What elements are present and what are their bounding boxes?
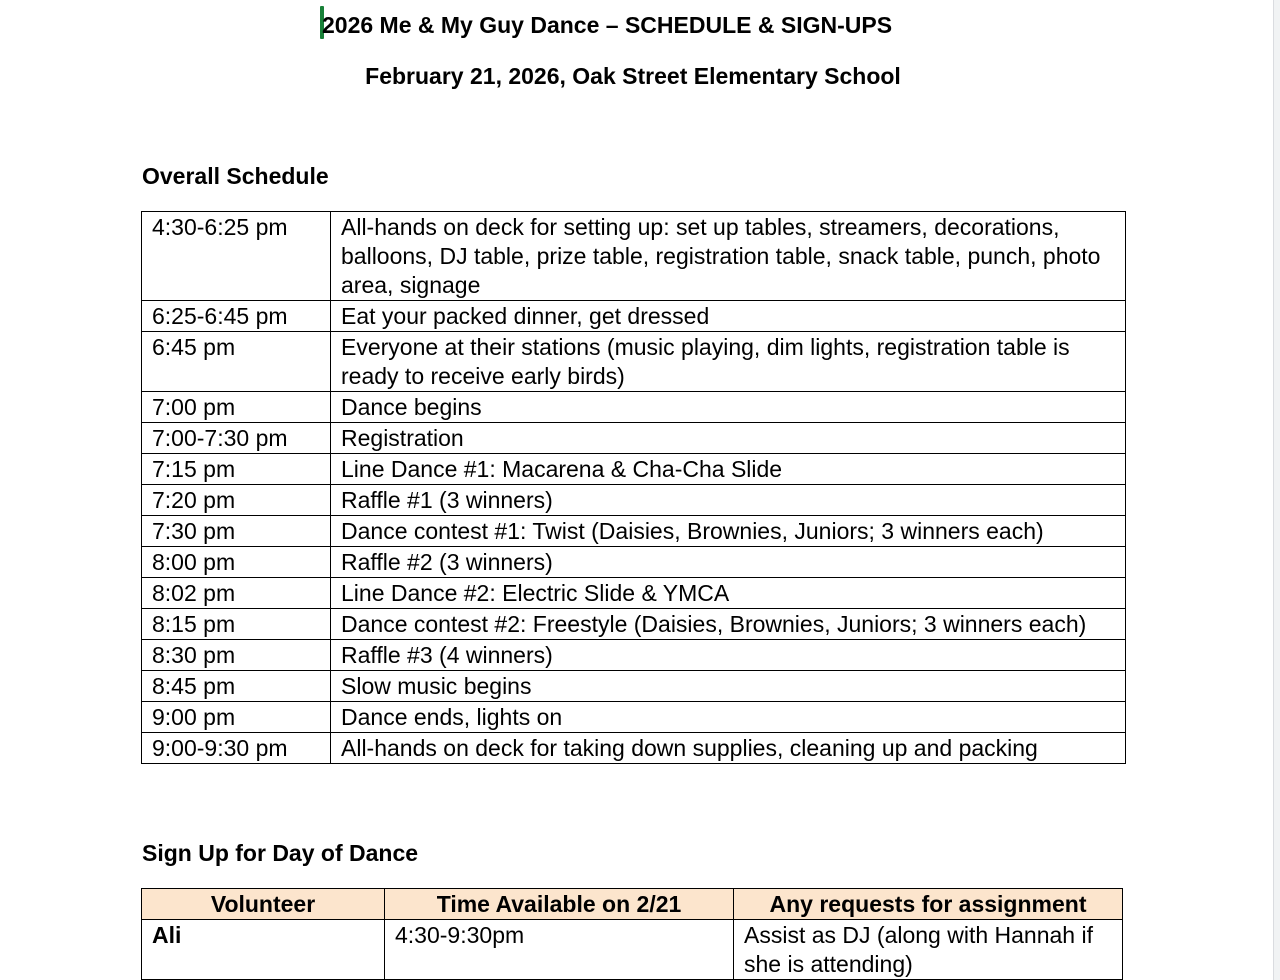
table-row [142, 702, 1126, 733]
time-cell[interactable]: 6:25-6:45 pm [142, 301, 331, 332]
table-row [142, 212, 1126, 301]
time-cell[interactable]: 9:00 pm [142, 702, 331, 733]
time-cell[interactable]: 4:30-6:25 pm [142, 212, 331, 301]
column-header-requests[interactable]: Any requests for assignment [734, 889, 1123, 920]
activity-cell[interactable]: Raffle #3 (4 winners) [331, 640, 1126, 671]
activity-cell[interactable]: Raffle #1 (3 winners) [331, 485, 1126, 516]
table-header-row [142, 889, 1123, 920]
schedule-table [141, 211, 1126, 764]
time-cell[interactable]: 7:15 pm [142, 454, 331, 485]
time-cell[interactable]: 7:20 pm [142, 485, 331, 516]
table-row [142, 640, 1126, 671]
activity-cell[interactable]: Line Dance #1: Macarena & Cha-Cha Slide [331, 454, 1126, 485]
column-header-volunteer[interactable]: Volunteer [142, 889, 385, 920]
table-row [142, 392, 1126, 423]
column-header-time-available[interactable]: Time Available on 2/21 [385, 889, 734, 920]
table-row [142, 733, 1126, 764]
table-row [142, 301, 1126, 332]
document-title[interactable] [320, 10, 960, 40]
table-row [142, 578, 1126, 609]
table-row [142, 454, 1126, 485]
activity-cell[interactable]: Everyone at their stations (music playing, dim lights, registration table is ready to receive early birds) [331, 332, 1126, 392]
table-row [142, 609, 1126, 640]
table-row [142, 516, 1126, 547]
time-cell[interactable]: 9:00-9:30 pm [142, 733, 331, 764]
time-cell[interactable]: 8:15 pm [142, 609, 331, 640]
time-cell[interactable]: 7:00-7:30 pm [142, 423, 331, 454]
table-row [142, 547, 1126, 578]
scrollbar-track[interactable] [1273, 0, 1280, 980]
schedule-heading[interactable]: Overall Schedule [142, 163, 329, 189]
activity-cell[interactable]: Dance contest #2: Freestyle (Daisies, Brownies, Juniors; 3 winners each) [331, 609, 1126, 640]
activity-cell[interactable]: Raffle #2 (3 winners) [331, 547, 1126, 578]
table-row [142, 332, 1126, 392]
time-cell[interactable]: 7:00 pm [142, 392, 331, 423]
table-row [142, 920, 1123, 980]
time-cell[interactable]: 8:02 pm [142, 578, 331, 609]
time-cell[interactable]: 6:45 pm [142, 332, 331, 392]
time-cell[interactable]: 7:30 pm [142, 516, 331, 547]
signup-heading[interactable]: Sign Up for Day of Dance [142, 840, 419, 866]
table-row [142, 671, 1126, 702]
table-row [142, 423, 1126, 454]
time-cell[interactable]: 8:30 pm [142, 640, 331, 671]
time-available-cell[interactable]: 4:30-9:30pm [385, 920, 734, 980]
activity-cell[interactable]: All-hands on deck for taking down supplies, cleaning up and packing [331, 733, 1126, 764]
activity-cell[interactable]: Dance contest #1: Twist (Daisies, Brownies, Juniors; 3 winners each) [331, 516, 1126, 547]
table-row [142, 485, 1126, 516]
volunteer-cell[interactable]: Ali [142, 920, 385, 980]
signup-table [141, 888, 1123, 980]
activity-cell[interactable]: Eat your packed dinner, get dressed [331, 301, 1126, 332]
activity-cell[interactable]: Slow music begins [331, 671, 1126, 702]
document-title-text: 2026 Me & My Guy Dance – SCHEDULE & SIGN-UPS [322, 12, 893, 38]
request-cell[interactable]: Assist as DJ (along with Hannah if she is attending) [734, 920, 1123, 980]
activity-cell[interactable]: Dance ends, lights on [331, 702, 1126, 733]
activity-cell[interactable]: Line Dance #2: Electric Slide & YMCA [331, 578, 1126, 609]
document-subtitle[interactable]: February 21, 2026, Oak Street Elementary School [365, 63, 901, 89]
time-cell[interactable]: 8:00 pm [142, 547, 331, 578]
activity-cell[interactable]: Registration [331, 423, 1126, 454]
activity-cell[interactable]: Dance begins [331, 392, 1126, 423]
time-cell[interactable]: 8:45 pm [142, 671, 331, 702]
activity-cell[interactable]: All-hands on deck for setting up: set up tables, streamers, decorations, balloons, DJ table, prize table, registration table, snack table, punch, photo area, signage [331, 212, 1126, 301]
